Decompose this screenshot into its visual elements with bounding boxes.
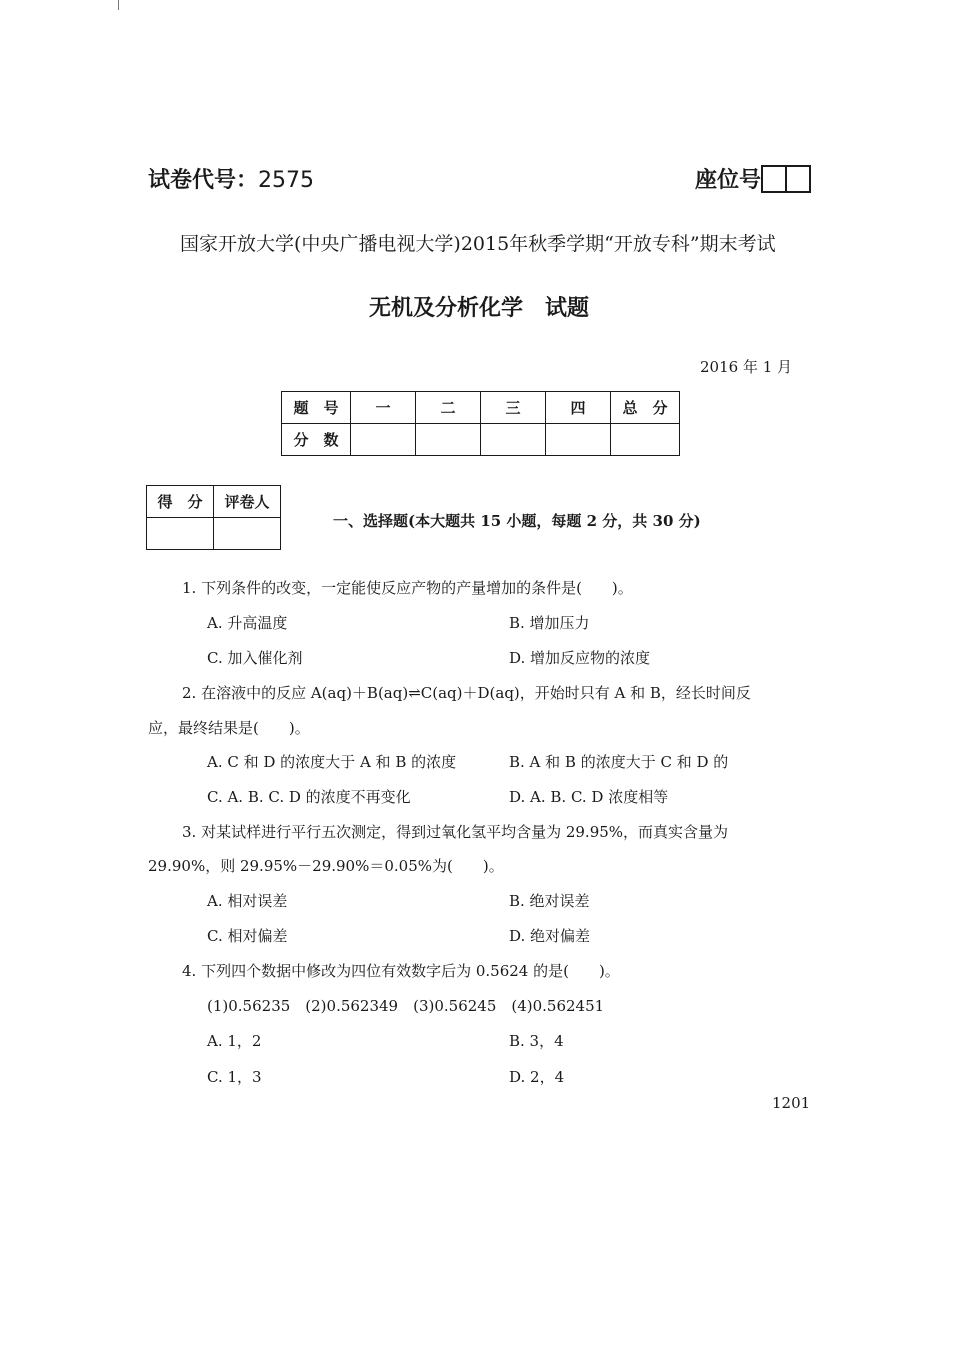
exam-line: 国家开放大学(中央广播电视大学)2015年秋季学期“开放专科”期末考试 (180, 233, 776, 255)
score-table-header-row (282, 392, 680, 424)
score-cell[interactable] (611, 424, 680, 456)
grader-score-cell[interactable] (147, 518, 214, 550)
score-table-value-row (282, 424, 680, 456)
score-header-cell: 题 号 (282, 392, 351, 424)
question-option: D. 增加反应物的浓度 (509, 649, 651, 667)
question-option: D. 绝对偏差 (509, 927, 591, 945)
question-stem: 2. 在溶液中的反应 A(aq)＋B(aq)⇌C(aq)＋D(aq)，开始时只有 A 和 B，经长时间反 (182, 684, 751, 702)
question-stem: 3. 对某试样进行平行五次测定，得到过氧化氢平均含量为 29.95%，而真实含量为 (182, 823, 729, 841)
score-header-cell: 总 分 (611, 392, 680, 424)
question-option: D. A. B. C. D 浓度相等 (509, 788, 669, 806)
question-stem: 4. 下列四个数据中修改为四位有效数字后为 0.5624 的是( )。 (182, 962, 620, 980)
question-stem-continued: 应，最终结果是( )。 (148, 719, 310, 737)
question-option: C. 加入催化剂 (207, 649, 303, 667)
grader-name-cell[interactable] (214, 518, 281, 550)
question-option: B. 绝对误差 (509, 892, 590, 910)
grader-header-row (147, 486, 281, 518)
question-option: A. C 和 D 的浓度大于 A 和 B 的浓度 (207, 753, 457, 771)
seat-label: 座位号 (695, 168, 762, 193)
grader-table (146, 485, 281, 550)
score-cell[interactable] (481, 424, 546, 456)
question-option: D. 2，4 (509, 1068, 565, 1086)
question-option: C. A. B. C. D 的浓度不再变化 (207, 788, 411, 806)
grader-value-row (147, 518, 281, 550)
scan-mark (118, 0, 119, 10)
seat-box-2[interactable] (787, 165, 811, 193)
score-header-cell: 三 (481, 392, 546, 424)
question-data-list: (1)0.56235 (2)0.562349 (3)0.56245 (4)0.562451 (207, 997, 605, 1015)
score-header-cell: 四 (546, 392, 611, 424)
question-option: A. 相对误差 (207, 892, 288, 910)
question-stem: 1. 下列条件的改变，一定能使反应产物的产量增加的条件是( )。 (182, 579, 633, 597)
question-option: B. 增加压力 (509, 614, 590, 632)
page-number: 1201 (772, 1094, 811, 1112)
score-header-cell: 一 (351, 392, 416, 424)
seat-box-1[interactable] (761, 165, 787, 193)
exam-date: 2016 年 1 月 (700, 358, 793, 376)
question-option: A. 1，2 (207, 1032, 262, 1050)
question-option: C. 相对偏差 (207, 927, 288, 945)
grader-score-label: 得 分 (147, 486, 214, 518)
score-row-label: 分 数 (282, 424, 351, 456)
score-cell[interactable] (416, 424, 481, 456)
question-option: B. A 和 B 的浓度大于 C 和 D 的 (509, 753, 729, 771)
grader-name-label: 评卷人 (214, 486, 281, 518)
section-title: 一、选择题(本大题共 15 小题，每题 2 分，共 30 分) (333, 512, 701, 530)
page-title: 无机及分析化学 试题 (368, 296, 589, 321)
paper-code-number: 2575 (258, 168, 315, 193)
seat-number (695, 163, 811, 194)
score-table (281, 391, 680, 456)
score-header-cell: 二 (416, 392, 481, 424)
paper-code (148, 163, 314, 194)
score-cell[interactable] (351, 424, 416, 456)
question-option: B. 3，4 (509, 1032, 564, 1050)
score-cell[interactable] (546, 424, 611, 456)
question-option: A. 升高温度 (207, 614, 288, 632)
question-option: C. 1，3 (207, 1068, 262, 1086)
question-stem-continued: 29.90%，则 29.95%－29.90%＝0.05%为( )。 (148, 857, 504, 875)
paper-code-label: 试卷代号： (148, 168, 259, 193)
